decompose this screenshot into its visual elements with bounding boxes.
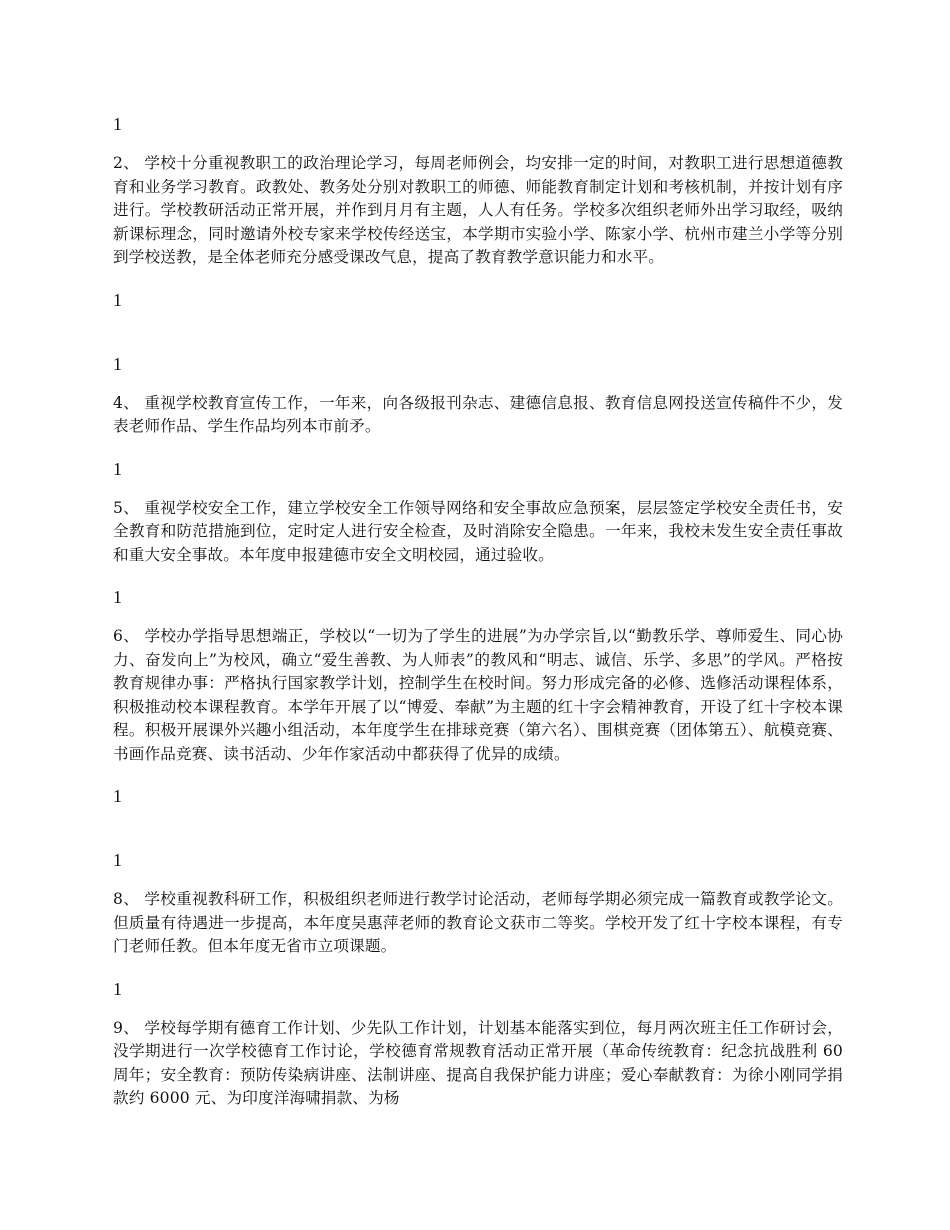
page-marker: 1 xyxy=(113,786,122,806)
paragraph-item-5: 5、 重视学校安全工作，建立学校安全工作领导网络和安全事故应急预案，层层签定学校安全责任书，安全教育和防范措施到位，定时定人进行安全检查，及时消除安全隐患。一年来，我校未发生安全责任事故和重大安全事故。本年度申报建德市安全文明校园，通过验收。 xyxy=(113,498,843,564)
paragraph-item-2: 2、 学校十分重视教职工的政治理论学习，每周老师例会，均安排一定的时间，对教职工进行思想道德教育和业务学习教育。政教处、教务处分别对教职工的师德、师能教育制定计划和考核机制，并按计划有序进行。学校教研活动正常开展，并作到月月有主题，人人有任务。学校多次组织老师外出学习取经，吸纳新课标理念，同时邀请外校专家来学校传经送宝，本学期市实验小学、陈家小学、杭州市建兰小学等分别到学校送教，是全体老师充分感受课改气息，提高了教育教学意识能力和水平。 xyxy=(113,154,843,266)
page-marker: 1 xyxy=(113,353,122,374)
document-page xyxy=(113,112,843,1111)
page-marker: 1 xyxy=(113,458,122,479)
paragraph-item-8: 8、 学校重视教科研工作，积极组织老师进行教学讨论活动，老师每学期必须完成一篇教育或教学论文。但质量有待遇进一步提高，本年度吴惠萍老师的教育论文获市二等奖。学校开发了红十字校本课程，有专门老师任教。但本年度无省市立项课题。 xyxy=(113,890,843,955)
page-marker: 1 xyxy=(113,587,122,607)
page-marker: 1 xyxy=(113,850,122,870)
page-marker: 1 xyxy=(113,114,122,134)
page-marker: 1 xyxy=(113,289,122,310)
paragraph-item-4: 4、 重视学校教育宣传工作，一年来，向各级报刊杂志、建德信息报、教育信息网投送宣传稿件不少，发表老师作品、学生作品均列本市前矛。 xyxy=(113,393,843,435)
paragraph-item-6: 6、 学校办学指导思想端正，学校以“一切为了学生的进展”为办学宗旨,以“勤教乐学、尊师爱生、同心协力、奋发向上”为校风，确立“爱生善教、为人师表”的教风和“明志、诚信、乐学、多思”的学风。严格按教育规律办事：严格执行国家教学计划，控制学生在校时间。努力形成完备的必修、选修活动课程体系，积极推动校本课程教育。本学年开展了以“博爱、奉献”为主题的红十字会精神教育，开设了红十字校本课程。积极开展课外兴趣小组活动，本年度学生在排球竞赛（第六名）、围棋竞赛（团体第五）、航模竞赛、书画作品竞赛、读书活动、少年作家活动中都获得了优异的成绩。 xyxy=(113,627,843,763)
page-marker: 1 xyxy=(113,978,122,999)
paragraph-item-9: 9、 学校每学期有德育工作计划、少先队工作计划，计划基本能落实到位，每月两次班主任工作研讨会，没学期进行一次学校德育工作讨论，学校德育常规教育活动正常开展（革命传统教育：纪念抗战胜利 60 周年；安全教育：预防传染病讲座、法制讲座、提高自我保护能力讲座；爱心奉献教育：为徐小刚同学捐款约 6000 元、为印度洋海啸捐款、为杨 xyxy=(113,1018,843,1107)
